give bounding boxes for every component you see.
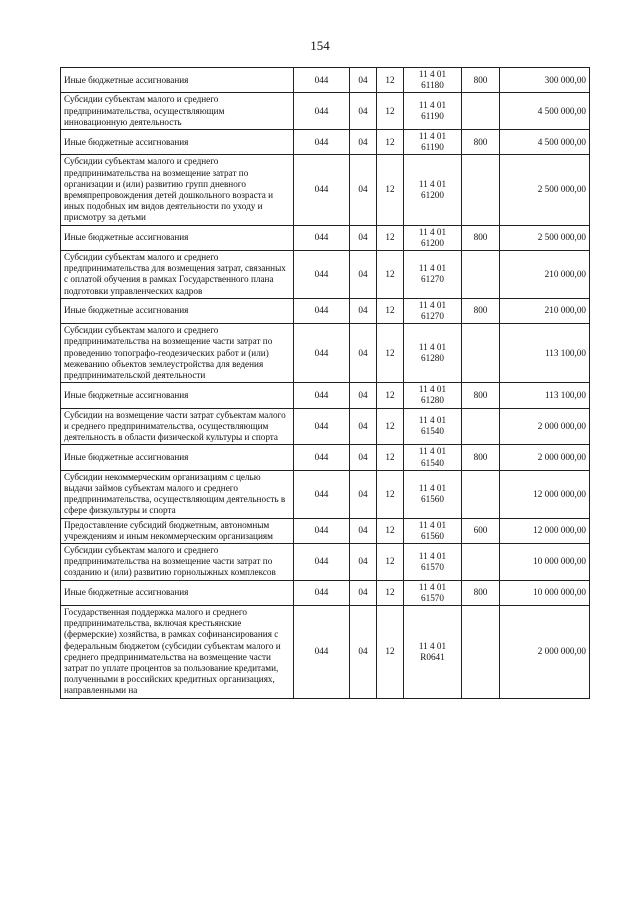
- row-section-cell: 04: [350, 251, 377, 299]
- row-subsection-cell: 12: [377, 251, 404, 299]
- row-vr-cell: [462, 251, 500, 299]
- row-csr-cell: 11 4 01 61190: [404, 93, 462, 130]
- row-subsection-cell: 12: [377, 408, 404, 445]
- row-name-cell: Иные бюджетные ассигнования: [61, 225, 294, 250]
- row-name-cell: Субсидии субъектам малого и среднего предпринимательства на возмещение затрат по организации и (или) развитию групп дневного времяпрепровождения детей дошкольного возраста и иных подобных им видов деятельности по уходу и присмотру за детьми: [61, 155, 294, 225]
- row-csr-cell: 11 4 01 61560: [404, 518, 462, 543]
- row-name-cell: Иные бюджетные ассигнования: [61, 68, 294, 93]
- row-vr-cell: [462, 543, 500, 580]
- row-vr-cell: 800: [462, 580, 500, 605]
- row-csr-cell: 11 4 01 R0641: [404, 605, 462, 698]
- row-name-cell: Субсидии субъектам малого и среднего предпринимательства на возмещение части затрат по созданию и (или) развитию горнолыжных комплексов: [61, 543, 294, 580]
- row-section-cell: 04: [350, 155, 377, 225]
- row-vr-cell: [462, 93, 500, 130]
- row-csr-cell: 11 4 01 61200: [404, 155, 462, 225]
- row-name-cell: Предоставление субсидий бюджетным, автономным учреждениям и иным некоммерческим организациям: [61, 518, 294, 543]
- row-amount-cell: 210 000,00: [500, 251, 590, 299]
- table-row: [61, 68, 590, 93]
- row-csr-cell: 11 4 01 61180: [404, 68, 462, 93]
- row-subsection-cell: 12: [377, 470, 404, 518]
- table-row: [61, 383, 590, 408]
- row-section-cell: 04: [350, 605, 377, 698]
- row-name-cell: Субсидии на возмещение части затрат субъектам малого и среднего предпринимательства, осуществляющим деятельность в области физической культуры и спорта: [61, 408, 294, 445]
- row-code-cell: 044: [294, 383, 350, 408]
- row-amount-cell: 12 000 000,00: [500, 470, 590, 518]
- row-code-cell: 044: [294, 543, 350, 580]
- row-subsection-cell: 12: [377, 298, 404, 323]
- row-subsection-cell: 12: [377, 130, 404, 155]
- row-vr-cell: 800: [462, 445, 500, 470]
- row-code-cell: 044: [294, 155, 350, 225]
- row-section-cell: 04: [350, 470, 377, 518]
- row-csr-cell: 11 4 01 61280: [404, 383, 462, 408]
- row-name-cell: Субсидии субъектам малого и среднего предпринимательства, осуществляющим инновационную деятельность: [61, 93, 294, 130]
- row-code-cell: 044: [294, 93, 350, 130]
- row-amount-cell: 300 000,00: [500, 68, 590, 93]
- row-csr-cell: 11 4 01 61560: [404, 470, 462, 518]
- row-subsection-cell: 12: [377, 580, 404, 605]
- row-name-cell: Субсидии субъектам малого и среднего предпринимательства на возмещение части затрат по проведению топографо-геодезических работ и (или) межеванию объектов землеустройства для ведения предпринимательской деятельности: [61, 324, 294, 383]
- row-section-cell: 04: [350, 93, 377, 130]
- row-subsection-cell: 12: [377, 155, 404, 225]
- row-subsection-cell: 12: [377, 383, 404, 408]
- row-name-cell: Иные бюджетные ассигнования: [61, 580, 294, 605]
- row-csr-cell: 11 4 01 61270: [404, 298, 462, 323]
- row-name-cell: Иные бюджетные ассигнования: [61, 130, 294, 155]
- row-code-cell: 044: [294, 580, 350, 605]
- row-section-cell: 04: [350, 543, 377, 580]
- row-code-cell: 044: [294, 445, 350, 470]
- row-vr-cell: [462, 470, 500, 518]
- row-vr-cell: [462, 605, 500, 698]
- row-csr-cell: 11 4 01 61190: [404, 130, 462, 155]
- row-section-cell: 04: [350, 408, 377, 445]
- row-vr-cell: 800: [462, 383, 500, 408]
- row-name-cell: Иные бюджетные ассигнования: [61, 383, 294, 408]
- row-name-cell: Субсидии субъектам малого и среднего предпринимательства для возмещения затрат, связанных с оплатой обучения в рамках Государственного плана подготовки управленческих кадров: [61, 251, 294, 299]
- row-code-cell: 044: [294, 225, 350, 250]
- row-amount-cell: 2 000 000,00: [500, 445, 590, 470]
- row-section-cell: 04: [350, 324, 377, 383]
- row-amount-cell: 4 500 000,00: [500, 130, 590, 155]
- table-row: [61, 543, 590, 580]
- row-subsection-cell: 12: [377, 518, 404, 543]
- row-section-cell: 04: [350, 225, 377, 250]
- row-vr-cell: 800: [462, 225, 500, 250]
- row-csr-cell: 11 4 01 61270: [404, 251, 462, 299]
- table-row: [61, 324, 590, 383]
- table-row: [61, 298, 590, 323]
- row-csr-cell: 11 4 01 61200: [404, 225, 462, 250]
- row-vr-cell: 800: [462, 298, 500, 323]
- row-subsection-cell: 12: [377, 68, 404, 93]
- row-code-cell: 044: [294, 130, 350, 155]
- table-row: [61, 445, 590, 470]
- table-row: [61, 93, 590, 130]
- row-section-cell: 04: [350, 518, 377, 543]
- row-subsection-cell: 12: [377, 543, 404, 580]
- row-name-cell: Иные бюджетные ассигнования: [61, 298, 294, 323]
- row-section-cell: 04: [350, 298, 377, 323]
- row-section-cell: 04: [350, 130, 377, 155]
- row-code-cell: 044: [294, 68, 350, 93]
- table-row: [61, 605, 590, 698]
- row-csr-cell: 11 4 01 61570: [404, 543, 462, 580]
- table-row: [61, 155, 590, 225]
- row-csr-cell: 11 4 01 61280: [404, 324, 462, 383]
- row-amount-cell: 2 000 000,00: [500, 605, 590, 698]
- row-amount-cell: 113 100,00: [500, 383, 590, 408]
- table-row: [61, 408, 590, 445]
- row-amount-cell: 4 500 000,00: [500, 93, 590, 130]
- row-section-cell: 04: [350, 445, 377, 470]
- row-vr-cell: [462, 408, 500, 445]
- table-row: [61, 470, 590, 518]
- row-code-cell: 044: [294, 408, 350, 445]
- row-section-cell: 04: [350, 580, 377, 605]
- row-amount-cell: 210 000,00: [500, 298, 590, 323]
- row-csr-cell: 11 4 01 61540: [404, 408, 462, 445]
- row-section-cell: 04: [350, 383, 377, 408]
- row-subsection-cell: 12: [377, 324, 404, 383]
- table-row: [61, 225, 590, 250]
- row-vr-cell: 600: [462, 518, 500, 543]
- row-subsection-cell: 12: [377, 445, 404, 470]
- table-row: [61, 518, 590, 543]
- row-name-cell: Иные бюджетные ассигнования: [61, 445, 294, 470]
- row-name-cell: Государственная поддержка малого и среднего предпринимательства, включая крестьянские (фермерские) хозяйства, в рамках софинансирования с федеральным бюджетом (субсидии субъектам малого и среднего предпринимательства на возмещение части затрат по уплате процентов за пользование кредитами, полученными в российских кредитных организациях, направленными на: [61, 605, 294, 698]
- row-vr-cell: [462, 324, 500, 383]
- row-code-cell: 044: [294, 251, 350, 299]
- row-csr-cell: 11 4 01 61570: [404, 580, 462, 605]
- table-row: [61, 580, 590, 605]
- row-csr-cell: 11 4 01 61540: [404, 445, 462, 470]
- row-subsection-cell: 12: [377, 225, 404, 250]
- row-code-cell: 044: [294, 518, 350, 543]
- row-code-cell: 044: [294, 605, 350, 698]
- row-amount-cell: 2 500 000,00: [500, 155, 590, 225]
- row-amount-cell: 10 000 000,00: [500, 580, 590, 605]
- row-code-cell: 044: [294, 470, 350, 518]
- row-amount-cell: 113 100,00: [500, 324, 590, 383]
- budget-table-body: [61, 68, 590, 699]
- row-amount-cell: 12 000 000,00: [500, 518, 590, 543]
- row-section-cell: 04: [350, 68, 377, 93]
- row-vr-cell: 800: [462, 68, 500, 93]
- row-amount-cell: 2 500 000,00: [500, 225, 590, 250]
- page-number: 154: [310, 38, 330, 53]
- row-code-cell: 044: [294, 298, 350, 323]
- row-vr-cell: 800: [462, 130, 500, 155]
- budget-table: [60, 67, 590, 699]
- row-subsection-cell: 12: [377, 605, 404, 698]
- row-subsection-cell: 12: [377, 93, 404, 130]
- row-amount-cell: 10 000 000,00: [500, 543, 590, 580]
- row-vr-cell: [462, 155, 500, 225]
- row-code-cell: 044: [294, 324, 350, 383]
- row-name-cell: Субсидии некоммерческим организациям с целью выдачи займов субъектам малого и среднего предпринимательства, осуществляющим деятельность в сфере физкультуры и спорта: [61, 470, 294, 518]
- table-row: [61, 251, 590, 299]
- row-amount-cell: 2 000 000,00: [500, 408, 590, 445]
- table-row: [61, 130, 590, 155]
